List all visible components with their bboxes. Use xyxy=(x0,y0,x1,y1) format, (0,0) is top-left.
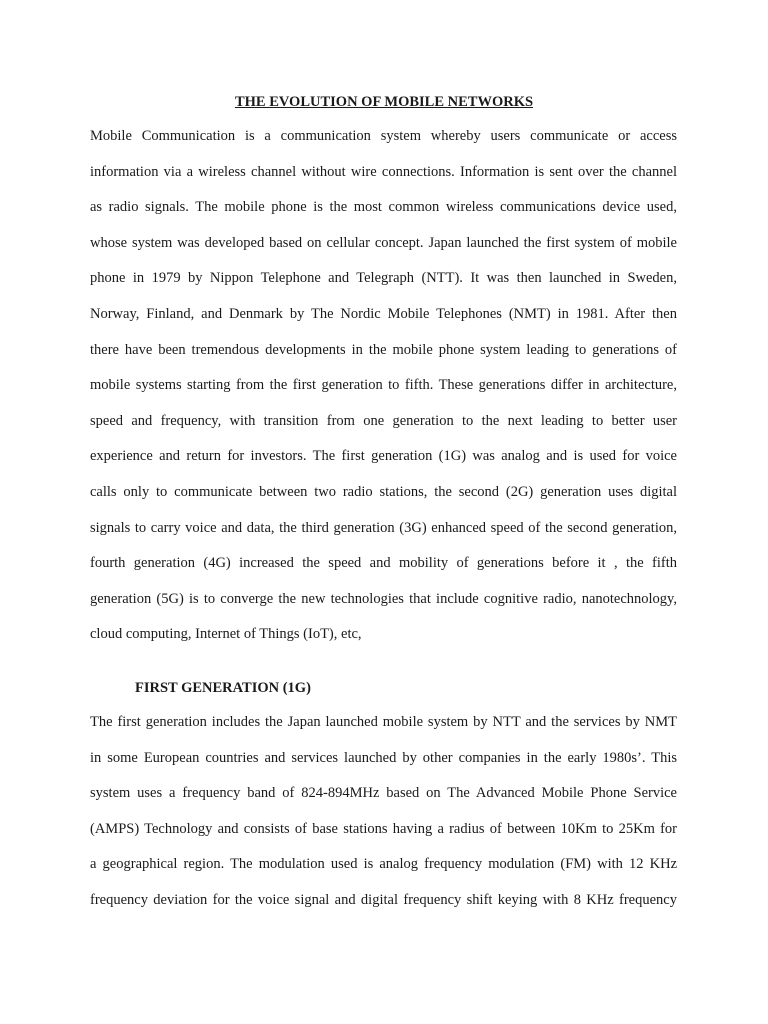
section-line: system uses a frequency band of 824-894MHz based on The Advanced Mobile Phone Service xyxy=(90,785,677,802)
intro-line: mobile systems starting from the first generation to fifth. These generations differ in architecture, xyxy=(90,377,677,394)
intro-line: Norway, Finland, and Denmark by The Nordic Mobile Telephones (NMT) in 1981. After then xyxy=(90,305,677,322)
section-line: a geographical region. The modulation used is analog frequency modulation (FM) with 12 KHz xyxy=(90,856,677,873)
intro-line: generation (5G) is to converge the new technologies that include cognitive radio, nanotechnology, xyxy=(90,590,677,607)
section-line: in some European countries and services launched by other companies in the early 1980s’. This xyxy=(90,749,677,766)
intro-paragraph xyxy=(90,119,677,653)
intro-line: whose system was developed based on cellular concept. Japan launched the first system of mobile xyxy=(90,234,677,251)
section-heading: FIRST GENERATION (1G) xyxy=(135,680,311,696)
intro-line: signals to carry voice and data, the third generation (3G) enhanced speed of the second generation, xyxy=(90,519,677,536)
intro-line: there have been tremendous developments in the mobile phone system leading to generations of xyxy=(90,341,677,358)
intro-line: calls only to communicate between two radio stations, the second (2G) generation uses digital xyxy=(90,483,677,500)
first-generation-paragraph xyxy=(90,705,677,919)
intro-line: experience and return for investors. The first generation (1G) was analog and is used for voice xyxy=(90,448,677,465)
intro-line: fourth generation (4G) increased the speed and mobility of generations before it , the fifth xyxy=(90,555,677,572)
document-title: THE EVOLUTION OF MOBILE NETWORKS xyxy=(234,94,534,110)
section-line: (AMPS) Technology and consists of base stations having a radius of between 10Km to 25Km for xyxy=(90,820,677,837)
intro-line: Mobile Communication is a communication system whereby users communicate or access xyxy=(90,128,677,144)
intro-line: phone in 1979 by Nippon Telephone and Telegraph (NTT). It was then launched in Sweden, xyxy=(90,270,677,287)
section-line: The first generation includes the Japan launched mobile system by NTT and the services by NMT xyxy=(90,714,677,730)
intro-line: speed and frequency, with transition from one generation to the next leading to better user xyxy=(90,412,677,429)
intro-line: as radio signals. The mobile phone is the most common wireless communications device used, xyxy=(90,199,677,216)
intro-line: cloud computing, Internet of Things (IoT), etc, xyxy=(90,626,362,643)
intro-line: information via a wireless channel without wire connections. Information is sent over the channel xyxy=(90,163,677,180)
section-line: frequency deviation for the voice signal and digital frequency shift keying with 8 KHz frequency xyxy=(90,891,677,908)
